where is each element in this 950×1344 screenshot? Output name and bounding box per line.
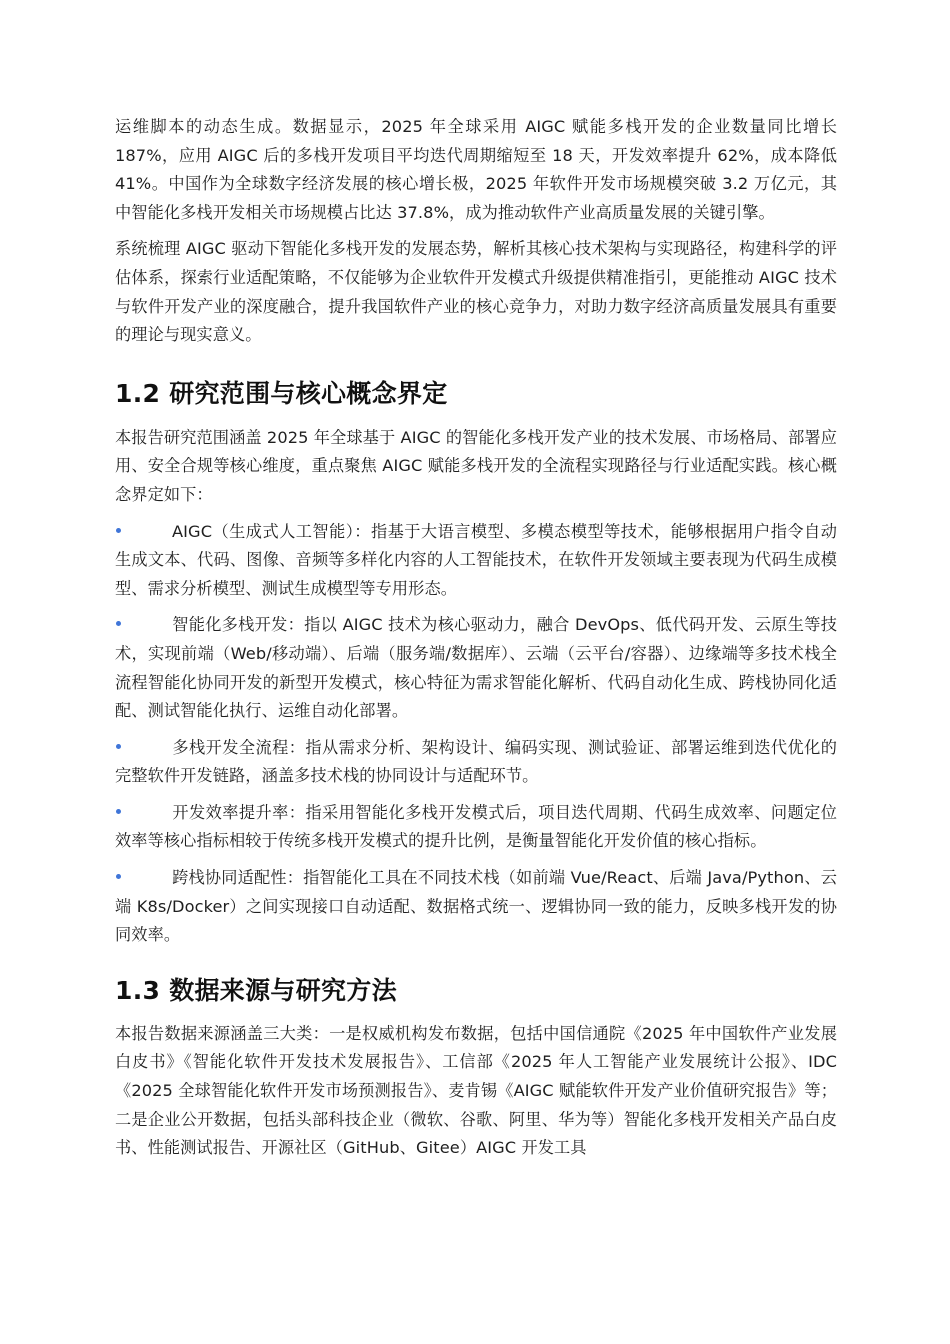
bullet-icon (115, 518, 172, 547)
definition-text: 多栈开发全流程：指从需求分析、架构设计、编码实现、测试验证、部署运维到迭代优化的完整软件开发链路，涵盖多技术栈的协同设计与适配环节。 (115, 737, 837, 786)
definition-item-full-process (115, 734, 837, 791)
section-1-3-intro: 本报告数据来源涵盖三大类：一是权威机构发布数据，包括中国信通院《2025 年中国软件产业发展白皮书》《智能化软件开发技术发展报告》、工信部《2025 年人工智能产业发展统计公报》、IDC《2025 全球智能化软件开发市场预测报告》、麦肯锡《AIGC 赋能软件开发产业价值研究报告》等；二是企业公开数据，包括头部科技企业（微软、谷歌、阿里、华为等）智能化多栈开发相关产品白皮书、性能测试报告、开源社区（GitHub、Gitee）AIGC 开发工具 (115, 1023, 837, 1158)
bullet-icon (115, 611, 172, 640)
definition-item-cross-stack (115, 864, 837, 950)
definition-text: AIGC（生成式人工智能）：指基于大语言模型、多模态模型等技术，能够根据用户指令自动生成文本、代码、图像、音频等多样化内容的人工智能技术，在软件开发领域主要表现为代码生成模型、需求分析模型、测试生成模型等专用形态。 (115, 521, 837, 598)
bullet-icon (115, 734, 172, 763)
definition-text: 开发效率提升率：指采用智能化多栈开发模式后，项目迭代周期、代码生成效率、问题定位效率等核心指标相较于传统多栈开发模式的提升比例，是衡量智能化开发价值的核心指标。 (115, 802, 837, 851)
definition-item-multistack (115, 611, 837, 725)
intro-paragraph-2: 系统梳理 AIGC 驱动下智能化多栈开发的发展态势，解析其核心技术架构与实现路径，构建科学的评估体系，探索行业适配策略，不仅能够为企业软件开发模式升级提供精准指引，更能推动 AIGC 技术与软件开发产业的深度融合，提升我国软件产业的核心竞争力，对助力数字经济高质量发展具有重要的理论与现实意义。 (115, 239, 837, 345)
section-1-2-intro: 本报告研究范围涵盖 2025 年全球基于 AIGC 的智能化多栈开发产业的技术发展、市场格局、部署应用、安全合规等核心维度，重点聚焦 AIGC 赋能多栈开发的全流程实现路径与行业适配实践。核心概念界定如下： (115, 427, 837, 504)
definition-text: 智能化多栈开发：指以 AIGC 技术为核心驱动力，融合 DevOps、低代码开发、云原生等技术，实现前端（Web/移动端）、后端（服务端/数据库）、云端（云平台/容器）、边缘端等多技术栈全流程智能化协同开发的新型开发模式，核心特征为需求智能化解析、代码自动化生成、跨栈协同化适配、测试智能化执行、运维自动化部署。 (115, 615, 837, 721)
document-page (115, 113, 837, 1171)
definition-text: 跨栈协同适配性：指智能化工具在不同技术栈（如前端 Vue/React、后端 Java/Python、云端 K8s/Docker）之间实现接口自动适配、数据格式统一、逻辑协同一致的能力，反映多栈开发的协同效率。 (115, 868, 837, 945)
intro-paragraph-1: 运维脚本的动态生成。数据显示，2025 年全球采用 AIGC 赋能多栈开发的企业数量同比增长 187%，应用 AIGC 后的多栈开发项目平均迭代周期缩短至 18 天，开发效率提升 62%，成本降低 41%。中国作为全球数字经济发展的核心增长极，2025 年软件开发市场规模突破 3.2 万亿元，其中智能化多栈开发相关市场规模占比达 37.8%，成为推动软件产业高质量发展的关键引擎。 (115, 117, 837, 222)
definition-item-aigc (115, 518, 837, 604)
bullet-icon (115, 864, 172, 893)
definition-item-efficiency (115, 799, 837, 856)
section-1-2-heading: 1.2 研究范围与核心概念界定 (115, 378, 448, 408)
definition-list (115, 518, 837, 950)
section-1-3-heading: 1.3 数据来源与研究方法 (115, 975, 397, 1005)
bullet-icon (115, 799, 172, 828)
